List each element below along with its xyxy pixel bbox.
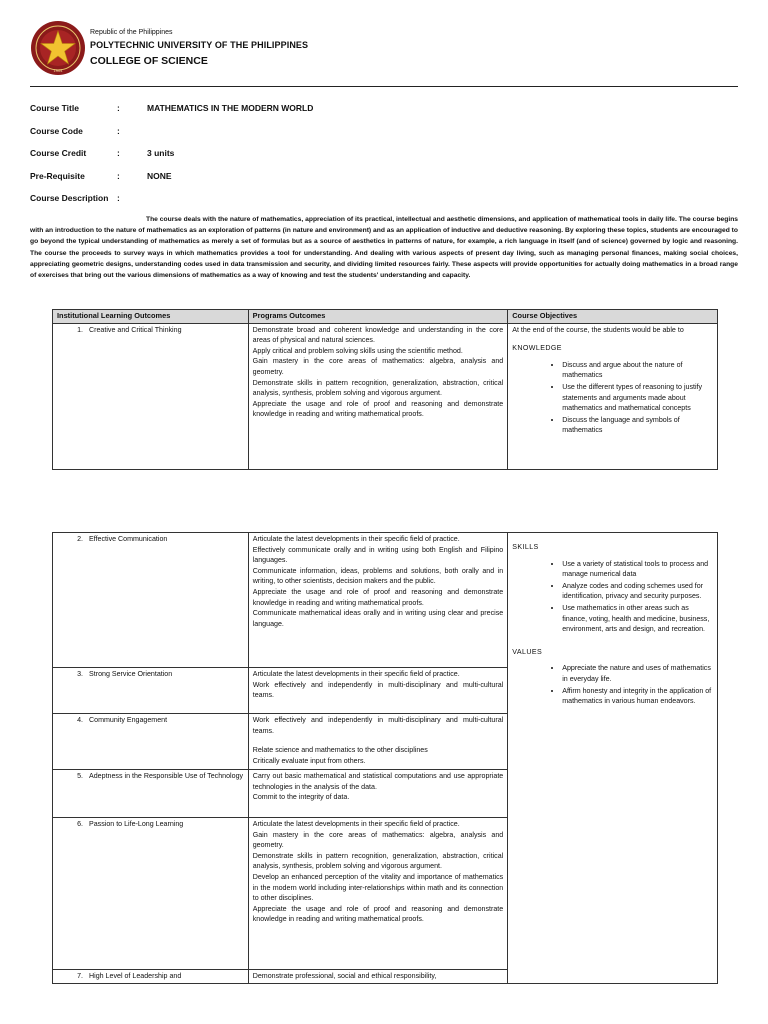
list-item: • Affirm honesty and integrity in the application of mathematics in various human endeavors. xyxy=(562,686,713,707)
republic-label: Republic of the Philippines xyxy=(90,29,173,36)
colon: : xyxy=(117,103,120,113)
knowledge-list xyxy=(512,360,713,436)
colon: : xyxy=(117,126,120,136)
table-row xyxy=(53,323,718,469)
course-description-label: Course Description xyxy=(30,193,109,203)
po-item: Communicate mathematical ideas orally and in writing using clear and precise language. xyxy=(252,609,504,628)
list-item: • Use the different types of reasoning to justify statements and arguments made about mathematics and mathematical concepts xyxy=(562,382,713,414)
course-title-label: Course Title xyxy=(30,103,79,113)
table-header-row xyxy=(53,310,718,324)
po-item: Articulate the latest developments in their specific field of practice. xyxy=(252,820,460,828)
course-description-text: The course deals with the nature of mathematics, appreciation of its practical, intellectual and aesthetic dimensions, and application of mathematical tools in daily life. The course begins with an introduction to the nature of mathematics as an exploration of patterns (in nature and environment) and as an application of inductive and deductive reasoning. By exploring these topics, students are encouraged to go beyond the typical understanding of mathematics as merely a set of formulas but as a source of aesthetics in patterns of nature, for example, a rich language in itself (and of science) governed by logic and reasoning. The course the proceeds to survey ways in which mathematics provides a tool for understanding. And dealing with various aspects of present day living, such as managing personal finances, making social choices, appreciating geometric designs, understanding codes used in data transmission and security, and dividing limited resources fairly. These aspects will provide opportunities for actually doing mathematics in a broad range of exercises that bring out the various dimensions of mathematics as a way of knowing and test the students' understanding and capacity. xyxy=(30,216,738,280)
colon: : xyxy=(117,193,120,203)
college-name: COLLEGE OF SCIENCE xyxy=(90,55,208,67)
header-po: Programs Outcomes xyxy=(248,310,508,324)
po-item: Gain mastery in the core areas of mathematics: algebra, analysis and geometry. xyxy=(252,357,504,376)
ilo-number: 6. xyxy=(77,820,83,828)
knowledge-heading: KNOWLEDGE xyxy=(512,344,562,353)
outcomes-table-2 xyxy=(52,532,718,984)
po-item: Work effectively and independently in multi-disciplinary and multi-cultural teams. xyxy=(252,716,504,735)
svg-text:1904: 1904 xyxy=(53,68,63,73)
po-item: Appreciate the usage and role of proof and reasoning and demonstrate knowledge in reading and writing mathematical proofs. xyxy=(252,904,504,924)
list-item: • Use mathematics in other areas such as finance, voting, health and medicine, business, environment, arts and design, and recreation. xyxy=(562,603,713,635)
co-intro: At the end of the course, the students would be able to xyxy=(512,325,684,334)
ilo-text: Creative and Critical Thinking xyxy=(89,325,182,334)
po-item: Work effectively and independently in multi-disciplinary and multi-cultural teams. xyxy=(252,680,504,700)
outcomes-table-1 xyxy=(52,309,718,470)
colon: : xyxy=(117,148,120,158)
co-cell xyxy=(508,533,718,984)
university-name: POLYTECHNIC UNIVERSITY OF THE PHILIPPINES xyxy=(90,40,309,50)
ilo-cell xyxy=(53,668,249,714)
po-item: Relate science and mathematics to the other disciplines xyxy=(252,746,428,755)
header-divider xyxy=(30,86,738,87)
colon: : xyxy=(117,171,120,181)
po-cell xyxy=(248,970,508,984)
course-credit-value: 3 units xyxy=(147,148,175,158)
ilo-cell xyxy=(53,770,249,818)
ilo-cell xyxy=(53,714,249,770)
po-item: Appreciate the usage and role of proof and reasoning and demonstrate knowledge in reading and writing mathematical proofs. xyxy=(252,587,504,607)
prerequisite-label: Pre-Requisite xyxy=(30,171,85,181)
ilo-cell xyxy=(53,818,249,970)
university-seal xyxy=(30,20,86,76)
ilo-text: Strong Service Orientation xyxy=(89,670,173,678)
po-item: Communicate information, ideas, problems and solutions, both orally and in writing, to other scientists, decision makers and the public. xyxy=(252,566,504,586)
values-heading: VALUES xyxy=(512,647,543,656)
course-credit-label: Course Credit xyxy=(30,148,87,158)
co-cell xyxy=(508,323,718,469)
ilo-text: Adeptness in the Responsible Use of Technology xyxy=(89,772,244,780)
list-item: • Discuss and argue about the nature of mathematics xyxy=(562,360,713,381)
po-item: Develop an enhanced perception of the vitality and importance of mathematics in the modern world including inter-relationships within math and its connection to other disciplines. xyxy=(252,872,504,903)
po-item: Apply critical and problem solving skills using the scientific method. xyxy=(252,346,463,355)
po-item: Demonstrate professional, social and ethical responsibility, xyxy=(252,972,437,980)
po-item: Carry out basic mathematical and statistical computations and use appropriate technologies in the analysis of the data. xyxy=(252,772,504,791)
ilo-number: 5. xyxy=(77,772,83,780)
ilo-text: High Level of Leadership and xyxy=(89,972,182,980)
ilo-cell xyxy=(53,970,249,984)
po-cell xyxy=(248,818,508,970)
po-cell xyxy=(248,668,508,714)
table-row xyxy=(53,533,718,668)
skills-list xyxy=(512,559,713,635)
list-item: • Appreciate the nature and uses of mathematics in everyday life. xyxy=(562,663,713,684)
po-spacer xyxy=(253,736,504,745)
ilo-text: Community Engagement xyxy=(89,716,168,724)
ilo-number: 2. xyxy=(77,535,83,543)
header-co: Course Objectives xyxy=(508,310,718,324)
ilo-text: Passion to Life-Long Learning xyxy=(89,820,184,828)
ilo-number: 3. xyxy=(77,670,83,678)
po-item: Demonstrate skills in pattern recognition, generalization, abstraction, critical analysis, synthesis, problem solving and vigorous argument. xyxy=(252,851,504,871)
ilo-cell xyxy=(53,323,249,469)
po-item: Articulate the latest developments in their specific field of practice. xyxy=(252,535,460,543)
skills-heading: SKILLS xyxy=(512,543,539,551)
po-item: Commit to the integrity of data. xyxy=(252,793,350,802)
ilo-number: 7. xyxy=(77,972,83,980)
ilo-text: Effective Communication xyxy=(89,535,168,543)
course-title-value: MATHEMATICS IN THE MODERN WORLD xyxy=(147,103,314,113)
ilo-wrap xyxy=(67,771,244,782)
po-item: Articulate the latest developments in their specific field of practice. xyxy=(252,670,460,678)
list-item: • Use a variety of statistical tools to process and manage numerical data xyxy=(562,559,713,580)
ilo-cell xyxy=(53,533,249,668)
po-cell xyxy=(248,714,508,770)
po-cell xyxy=(248,323,508,469)
course-code-label: Course Code xyxy=(30,126,83,136)
values-list xyxy=(512,663,713,706)
po-item: Critically evaluate input from others. xyxy=(252,756,366,765)
po-item: Demonstrate skills in pattern recognition, generalization, abstraction, critical analysis, synthesis, problem solving and vigorous argument. xyxy=(252,378,504,398)
po-item: Appreciate the usage and role of proof and reasoning and demonstrate knowledge in reading and writing mathematical proofs. xyxy=(252,399,504,419)
po-cell xyxy=(248,770,508,818)
list-item: • Discuss the language and symbols of mathematics xyxy=(562,415,713,436)
prerequisite-value: NONE xyxy=(147,171,172,181)
po-item: Gain mastery in the core areas of mathematics: algebra, analysis and geometry. xyxy=(252,830,504,850)
header-ilo: Institutional Learning Outcomes xyxy=(53,310,249,324)
ilo-number: 4. xyxy=(77,716,83,724)
ilo-number: 1. xyxy=(77,325,83,334)
list-item: • Analyze codes and coding schemes used for identification, privacy and security purposes. xyxy=(562,581,713,602)
po-item: Demonstrate broad and coherent knowledge and understanding in the core areas of physical and natural sciences. xyxy=(252,325,504,345)
po-cell xyxy=(248,533,508,668)
po-item: Effectively communicate orally and in writing using both English and Filipino languages. xyxy=(252,545,504,565)
